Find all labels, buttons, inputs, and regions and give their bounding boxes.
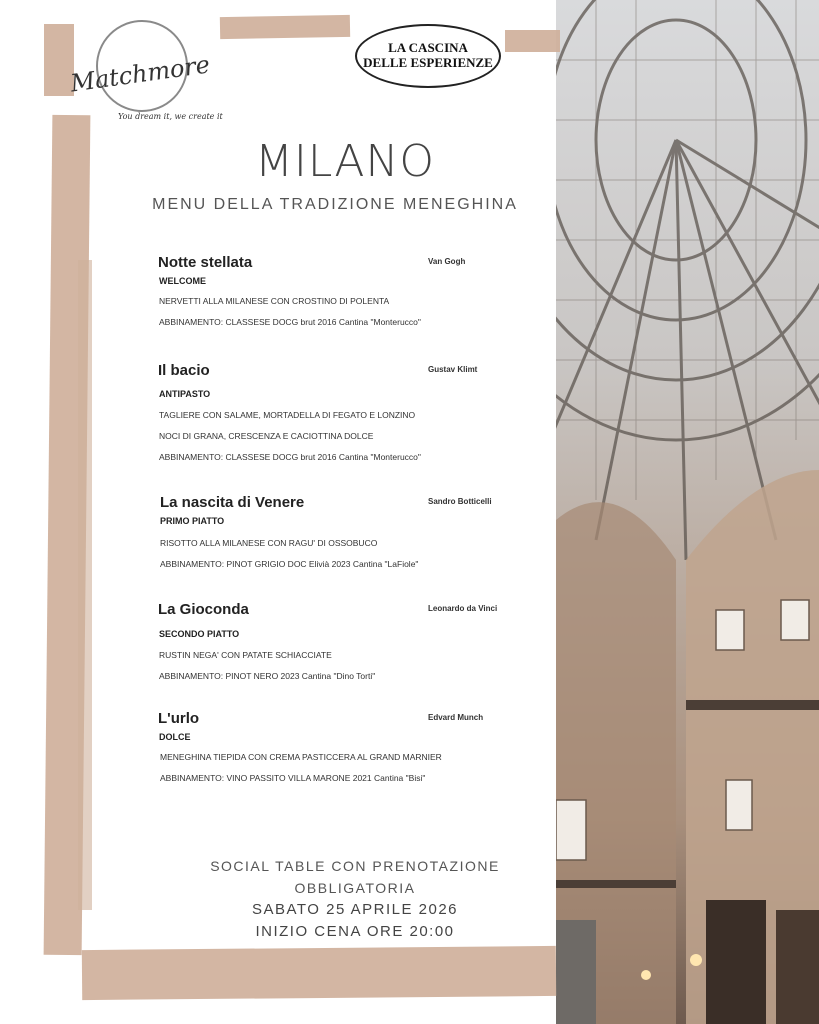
event-time: INIZIO CENA ORE 20:00 (255, 923, 455, 940)
course-dish: TAGLIERE CON SALAME, MORTADELLA DI FEGATO E LONZINO (159, 410, 416, 420)
booking-info (190, 855, 520, 943)
course-dish: RISOTTO ALLA MILANESE CON RAGU' DI OSSOBUCO (160, 538, 378, 548)
course-name: L'urlo (158, 710, 200, 727)
page-title: MILANO (254, 136, 436, 187)
course-artist: Sandro Botticelli (428, 497, 492, 506)
course-artist: Gustav Klimt (428, 365, 478, 374)
matchmore-wordmark: Matchmore (68, 50, 212, 98)
event-date: SABATO 25 APRILE 2026 (251, 901, 459, 918)
cascina-line2: DELLE ESPERIENZE (363, 55, 493, 70)
matchmore-tagline: You dream it, we create it (118, 112, 223, 121)
course-l-urlo (158, 710, 548, 790)
course-pairing: ABBINAMENTO: PINOT NERO 2023 Cantina "Dino Torti" (159, 671, 376, 681)
course-category: ANTIPASTO (159, 389, 211, 399)
course-artist: Leonardo da Vinci (428, 604, 498, 613)
course-category: WELCOME (159, 276, 206, 286)
course-dish: RUSTIN NEGA' CON PATATE SCHIACCIATE (159, 650, 332, 660)
course-pairing: ABBINAMENTO: CLASSESE DOCG brut 2016 Cantina "Monterucco" (159, 452, 421, 462)
course-artist: Edvard Munch (428, 713, 484, 722)
course-name: Notte stellata (158, 254, 253, 271)
matchmore-logo (68, 20, 223, 121)
course-artist: Van Gogh (428, 257, 466, 266)
galleria-photo (556, 0, 819, 1024)
course-nascita-di-venere (158, 494, 548, 574)
course-dish: NOCI DI GRANA, CRESCENZA E CACIOTTINA DOLCE (159, 431, 374, 441)
course-category: DOLCE (159, 732, 191, 742)
course-name: La nascita di Venere (160, 494, 305, 511)
booking-line2: OBBLIGATORIA (294, 880, 416, 896)
course-category: SECONDO PIATTO (159, 629, 240, 639)
course-pairing: ABBINAMENTO: PINOT GRIGIO DOC Elivià 2023 Cantina "LaFiole" (160, 559, 419, 569)
course-dish: NERVETTI ALLA MILANESE CON CROSTINO DI POLENTA (159, 296, 390, 306)
course-pairing: ABBINAMENTO: VINO PASSITO VILLA MARONE 2021 Cantina "Bisi" (160, 773, 426, 783)
page-subtitle: MENU DELLA TRADIZIONE MENEGHINA (152, 196, 518, 213)
course-la-gioconda (158, 601, 548, 681)
cascina-logo (355, 24, 501, 88)
course-category: PRIMO PIATTO (160, 516, 225, 526)
course-il-bacio (158, 362, 548, 466)
course-pairing: ABBINAMENTO: CLASSESE DOCG brut 2016 Cantina "Monterucco" (159, 317, 421, 327)
dome-illustration (556, 0, 819, 1024)
course-name: La Gioconda (158, 601, 249, 618)
course-notte-stellata (158, 254, 548, 334)
booking-line1: SOCIAL TABLE CON PRENOTAZIONE (210, 858, 500, 874)
course-name: Il bacio (158, 362, 210, 379)
cascina-line1: LA CASCINA (388, 40, 468, 55)
course-dish: MENEGHINA TIEPIDA CON CREMA PASTICCERA AL GRAND MARNIER (160, 752, 442, 762)
